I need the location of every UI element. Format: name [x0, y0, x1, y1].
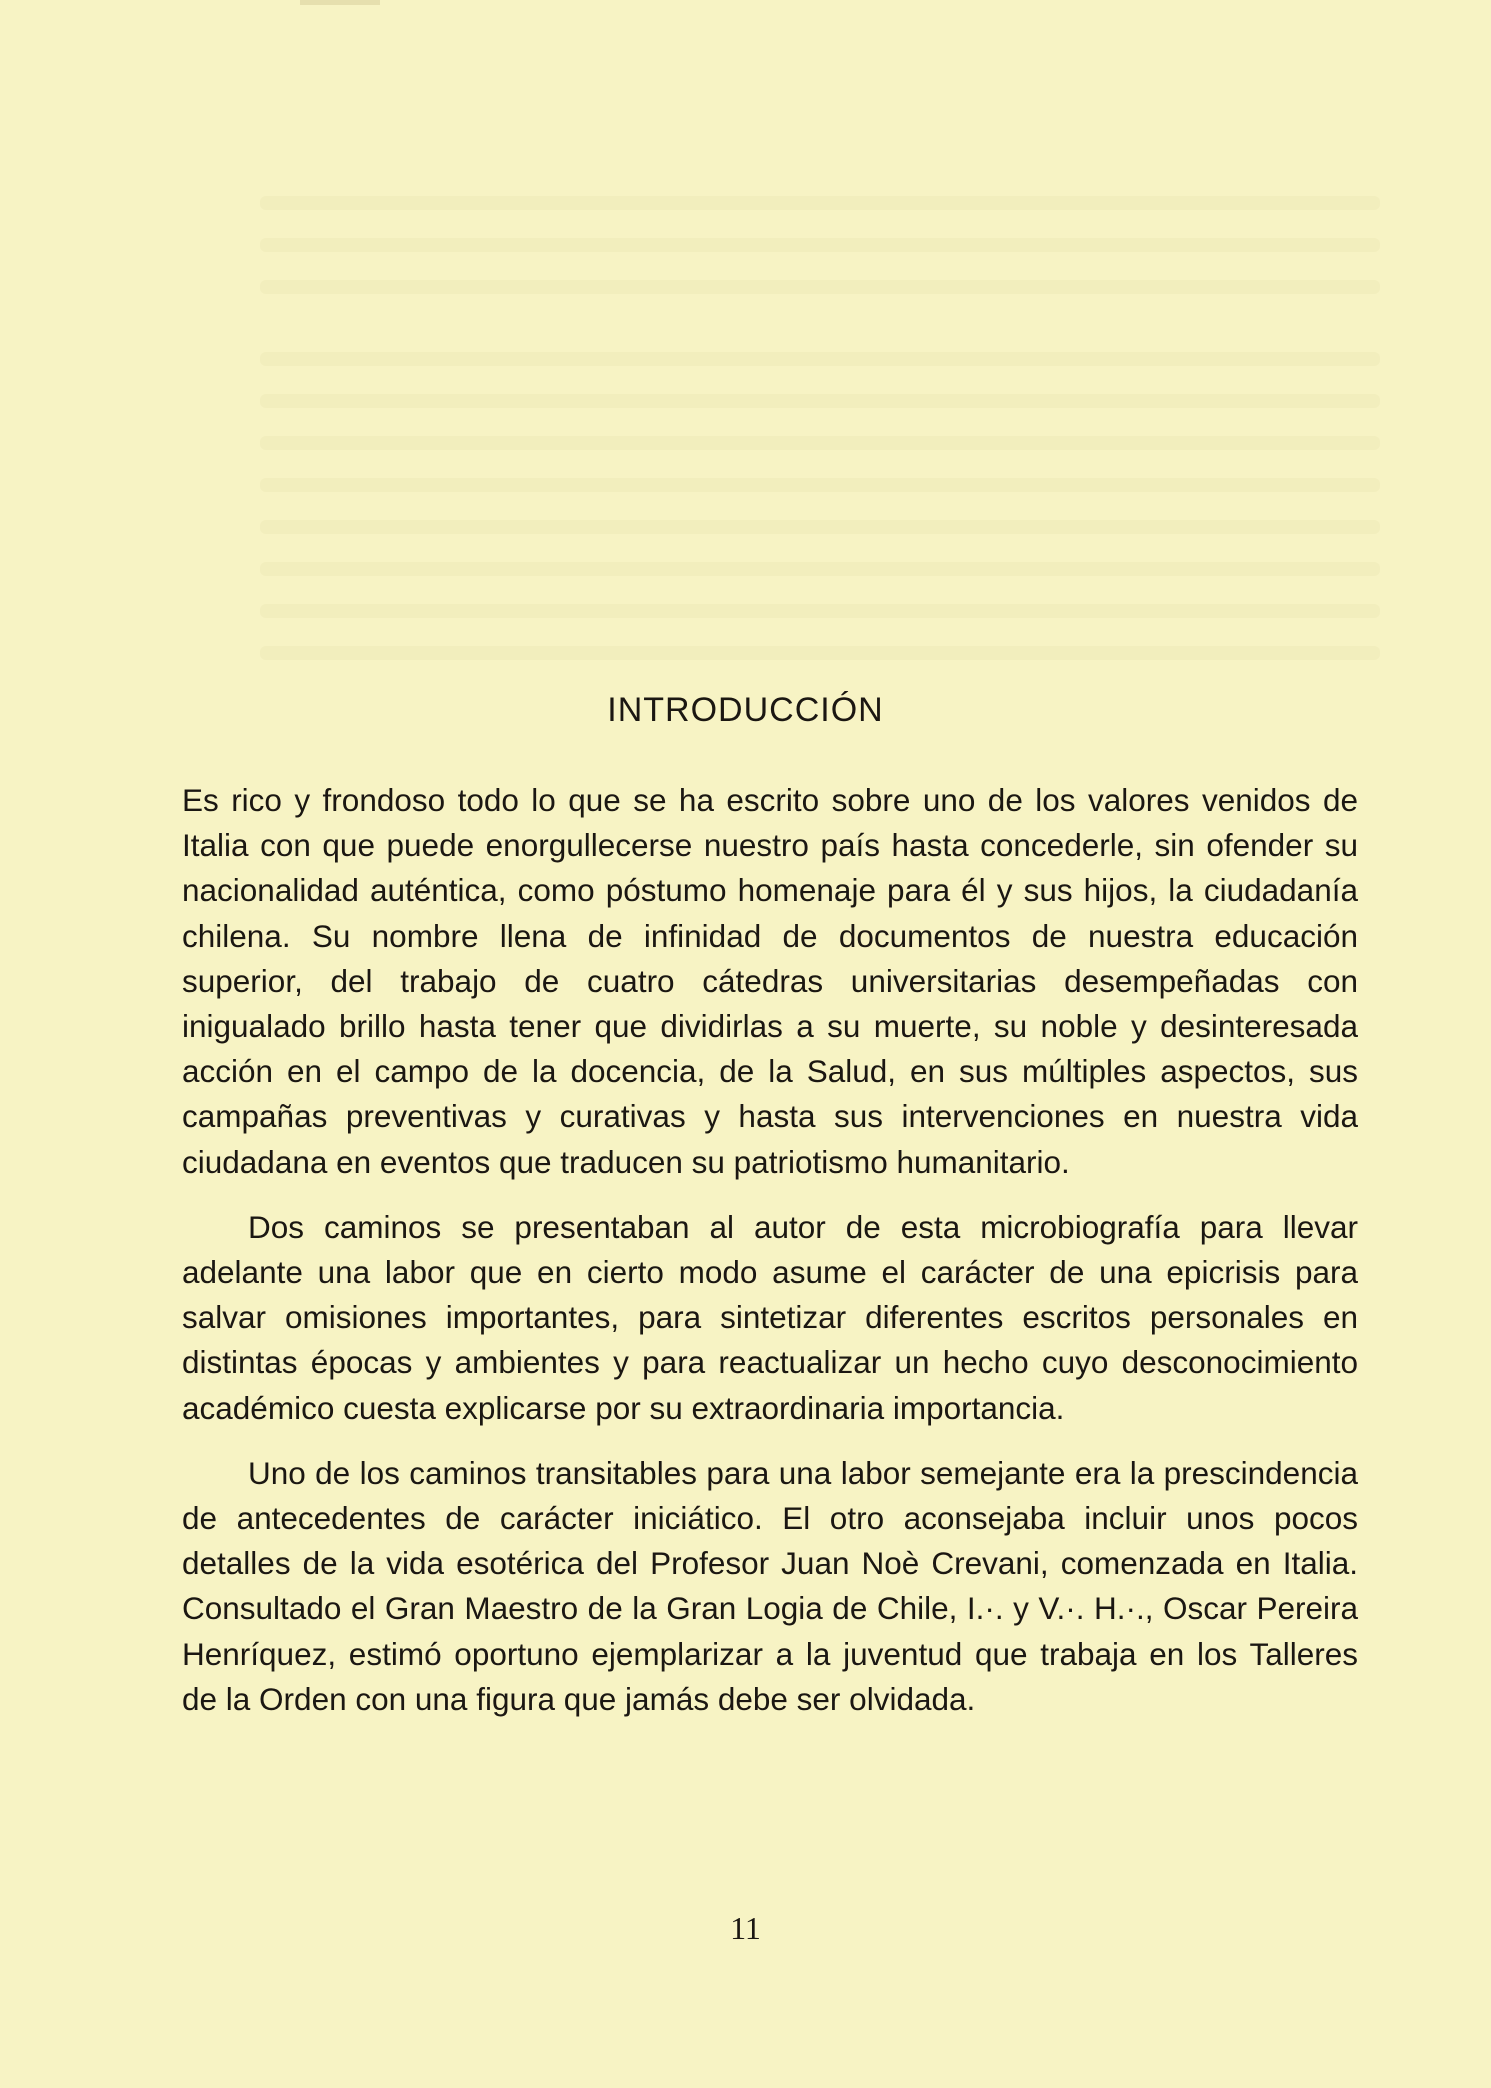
paragraph-1: Es rico y frondoso todo lo que se ha escrito sobre uno de los valores venidos de Italia con que puede enorgullecerse nuestro país hasta concederle, sin ofender su nacionalidad auténtica, como póstumo homenaje para él y sus hijos, la ciudadanía chilena. Su nombre llena de infinidad de documentos de nuestra educación superior, del trabajo de cuatro cátedras universitarias desempeñadas con inigualado brillo hasta tener que dividirlas a su muerte, su noble y desinteresada acción en el campo de la docencia, de la Salud, en sus múltiples aspectos, sus campañas preventivas y curativas y hasta sus intervenciones en nuestra vida ciudadana en eventos que traducen su patriotismo humanitario.	[182, 782, 1358, 1180]
scan-edge-mark	[300, 0, 380, 5]
paragraph-3: Uno de los caminos transitables para una labor semejante era la prescindencia de antecedentes de carácter iniciático. El otro aconsejaba incluir unos pocos detalles de la vida esotérica del Profesor Juan Noè Crevani, comenzada en Italia. Consultado el Gran Maestro de la Gran Logia de Chile, I.·. y V.·. H.·., Oscar Pereira Henríquez, estimó oportuno ejemplarizar a la juventud que trabaja en los Talleres de la Orden con una figura que jamás debe ser olvidada.	[182, 1454, 1358, 1717]
paragraph-2: Dos caminos se presentaban al autor de esta microbiografía para llevar adelante una labor que en cierto modo asume el carácter de una epicrisis para salvar omisiones importantes, para sintetizar diferentes escritos personales en distintas épocas y ambientes y para reactualizar un hecho cuyo desconocimiento académico cuesta explicarse por su extraordinaria importancia.	[182, 1208, 1358, 1426]
page-number: 11	[730, 1910, 761, 1946]
chapter-title: INTRODUCCIÓN	[607, 691, 884, 729]
body-text	[182, 778, 1358, 1722]
